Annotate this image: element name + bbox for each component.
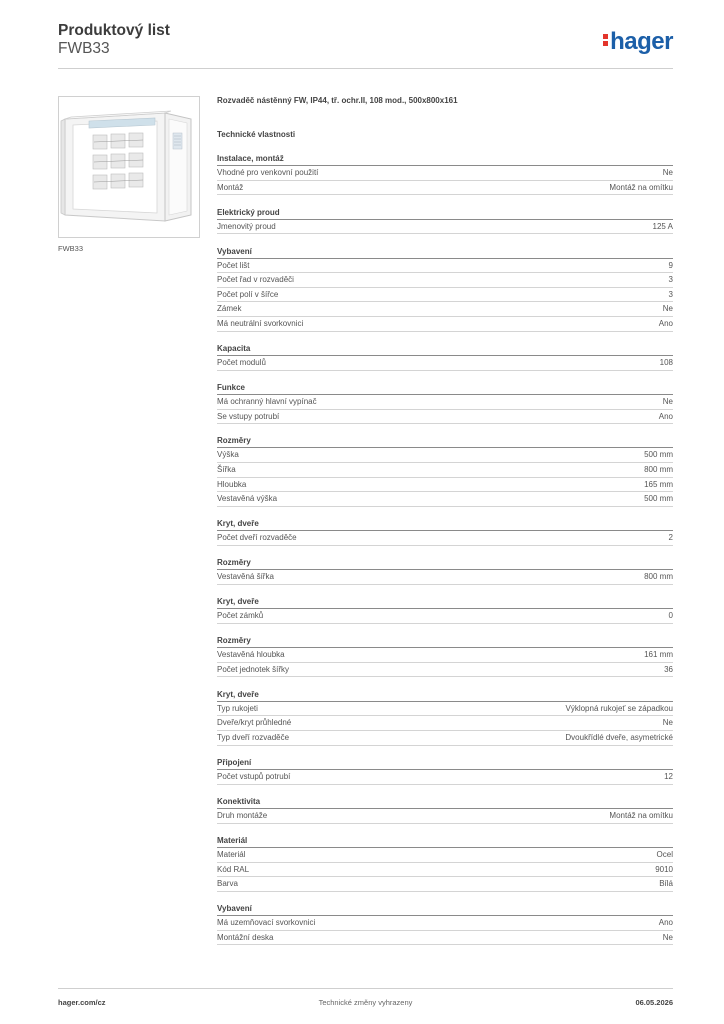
- spec-value: Ano: [658, 918, 673, 928]
- spec-group-title: Připojení: [217, 758, 673, 770]
- spec-row: [217, 770, 673, 785]
- spec-value: Ne: [662, 396, 673, 406]
- spec-value: Ano: [658, 318, 673, 328]
- spec-value: 2: [668, 533, 673, 543]
- spec-row: [217, 531, 673, 546]
- spec-group: [217, 558, 673, 585]
- spec-group-title: Instalace, montáž: [217, 154, 673, 166]
- spec-label: Počet polí v šířce: [217, 289, 279, 299]
- spec-row: [217, 395, 673, 410]
- spec-group: [217, 597, 673, 624]
- spec-label: Vestavěná hloubka: [217, 650, 285, 660]
- spec-row: [217, 863, 673, 878]
- spec-group: [217, 758, 673, 785]
- spec-value: 161 mm: [644, 650, 673, 660]
- spec-group-title: Rozměry: [217, 558, 673, 570]
- page-header: [58, 22, 673, 70]
- spec-row: [217, 478, 673, 493]
- spec-label: Typ dveří rozvaděče: [217, 732, 290, 742]
- spec-value: Ne: [662, 168, 673, 177]
- spec-value: 165 mm: [644, 479, 673, 489]
- spec-group: [217, 519, 673, 546]
- spec-row: [217, 877, 673, 892]
- spec-row: [217, 356, 673, 371]
- spec-label: Vestavěná šířka: [217, 572, 274, 582]
- spec-group-title: Rozměry: [217, 436, 673, 448]
- spec-group-title: Kryt, dveře: [217, 690, 673, 702]
- spec-row: [217, 609, 673, 624]
- spec-row: [217, 848, 673, 863]
- spec-value: 800 mm: [644, 465, 673, 475]
- spec-row: [217, 317, 673, 332]
- spec-value: Montáž na omítku: [609, 182, 673, 192]
- spec-group-title: Kryt, dveře: [217, 519, 673, 531]
- spec-value: Ne: [662, 718, 673, 728]
- spec-label: Počet zámků: [217, 611, 264, 621]
- spec-value: Ano: [658, 411, 673, 421]
- spec-label: Barva: [217, 879, 238, 889]
- specs-content: [217, 96, 673, 945]
- page-footer: [58, 998, 673, 1010]
- spec-label: Počet jednotek šířky: [217, 664, 290, 674]
- spec-label: Dveře/kryt průhledné: [217, 718, 292, 728]
- footer-notice: Technické změny vyhrazeny: [318, 998, 413, 1007]
- spec-row: [217, 492, 673, 507]
- spec-group: [217, 436, 673, 506]
- spec-label: Montáž: [217, 182, 244, 192]
- spec-group-title: Funkce: [217, 383, 673, 395]
- spec-row: [217, 702, 673, 717]
- spec-label: Hloubka: [217, 479, 247, 489]
- spec-group-title: Rozměry: [217, 636, 673, 648]
- page-subtitle: FWB33: [58, 40, 110, 57]
- spec-row: [217, 288, 673, 303]
- spec-label: Zámek: [217, 304, 242, 314]
- spec-label: Počet modulů: [217, 357, 266, 367]
- spec-row: [217, 570, 673, 585]
- header-divider: [58, 68, 673, 69]
- spec-row: [217, 663, 673, 678]
- spec-value: 108: [659, 357, 673, 367]
- spec-group: [217, 797, 673, 824]
- spec-label: Typ rukojeti: [217, 703, 258, 713]
- spec-group: [217, 247, 673, 332]
- spec-value: Dvoukřídlé dveře, asymetrické: [565, 732, 673, 742]
- footer-date: 06.05.2026: [635, 998, 673, 1007]
- spec-label: Má neutrální svorkovnici: [217, 318, 304, 328]
- spec-label: Počet řad v rozvaděči: [217, 275, 294, 285]
- spec-row: [217, 273, 673, 288]
- spec-value: Ocel: [656, 849, 673, 859]
- spec-value: Bílá: [659, 879, 673, 889]
- spec-value: Výklopná rukojeť se západkou: [565, 703, 673, 713]
- spec-group-title: Materiál: [217, 836, 673, 848]
- spec-label: Má ochranný hlavní vypínač: [217, 396, 317, 406]
- spec-value: 800 mm: [644, 572, 673, 582]
- spec-label: Má uzemňovací svorkovnici: [217, 918, 316, 928]
- spec-value: Ne: [662, 304, 673, 314]
- spec-label: Montážní deska: [217, 932, 274, 942]
- spec-row: [217, 181, 673, 196]
- hager-logo: [603, 28, 673, 56]
- spec-value: 500 mm: [644, 494, 673, 504]
- spec-value: 9: [668, 260, 673, 270]
- spec-group-title: Konektivita: [217, 797, 673, 809]
- logo-dots-icon: [603, 32, 608, 48]
- footer-divider: [58, 988, 673, 989]
- spec-row: [217, 220, 673, 235]
- section-title: Technické vlastnosti: [217, 130, 296, 139]
- spec-value: 3: [668, 289, 673, 299]
- footer-website: hager.com/cz: [58, 998, 106, 1007]
- spec-group: [217, 208, 673, 235]
- spec-label: Výška: [217, 450, 239, 460]
- spec-row: [217, 731, 673, 746]
- spec-label: Materiál: [217, 849, 246, 859]
- spec-value: 125 A: [652, 221, 673, 231]
- product-image: [58, 96, 200, 238]
- spec-group: [217, 383, 673, 424]
- spec-label: Druh montáže: [217, 810, 268, 820]
- image-caption: FWB33: [58, 244, 84, 253]
- spec-value: 36: [664, 664, 673, 674]
- spec-value: Montáž na omítku: [609, 810, 673, 820]
- spec-label: Šířka: [217, 465, 236, 475]
- spec-label: Kód RAL: [217, 864, 250, 874]
- spec-label: Počet vstupů potrubí: [217, 771, 291, 781]
- spec-value: 12: [664, 771, 673, 781]
- spec-value: 3: [668, 275, 673, 285]
- product-description: Rozvaděč nástěnný FW, IP44, tř. ochr.II, 108 mod., 500x800x161: [217, 96, 458, 105]
- spec-group: [217, 344, 673, 371]
- logo-text: hager: [610, 28, 673, 55]
- spec-row: [217, 931, 673, 946]
- spec-group: [217, 904, 673, 945]
- spec-row: [217, 916, 673, 931]
- spec-group-title: Kapacita: [217, 344, 673, 356]
- spec-row: [217, 648, 673, 663]
- page-title: Produktový list: [58, 22, 170, 39]
- spec-group: [217, 154, 673, 195]
- spec-label: Počet lišt: [217, 260, 250, 270]
- spec-row: [217, 410, 673, 425]
- spec-row: [217, 302, 673, 317]
- spec-label: Se vstupy potrubí: [217, 411, 280, 421]
- spec-group-title: Kryt, dveře: [217, 597, 673, 609]
- spec-value: 500 mm: [644, 450, 673, 460]
- spec-value: 0: [668, 611, 673, 621]
- spec-group: [217, 836, 673, 892]
- spec-row: [217, 166, 673, 181]
- spec-row: [217, 809, 673, 824]
- spec-groups: [217, 154, 673, 945]
- spec-row: [217, 716, 673, 731]
- spec-value: 9010: [655, 864, 673, 874]
- spec-group-title: Elektrický proud: [217, 208, 673, 220]
- spec-group-title: Vybavení: [217, 904, 673, 916]
- spec-label: Vhodné pro venkovní použití: [217, 168, 319, 177]
- distribution-board-icon: [59, 97, 199, 237]
- spec-label: Vestavěná výška: [217, 494, 278, 504]
- spec-label: Jmenovitý proud: [217, 221, 276, 231]
- spec-label: Počet dveří rozvaděče: [217, 533, 297, 543]
- spec-group: [217, 690, 673, 746]
- spec-group: [217, 636, 673, 677]
- spec-row: [217, 259, 673, 274]
- spec-row: [217, 463, 673, 478]
- spec-row: [217, 448, 673, 463]
- spec-group-title: Vybavení: [217, 247, 673, 259]
- spec-value: Ne: [662, 932, 673, 942]
